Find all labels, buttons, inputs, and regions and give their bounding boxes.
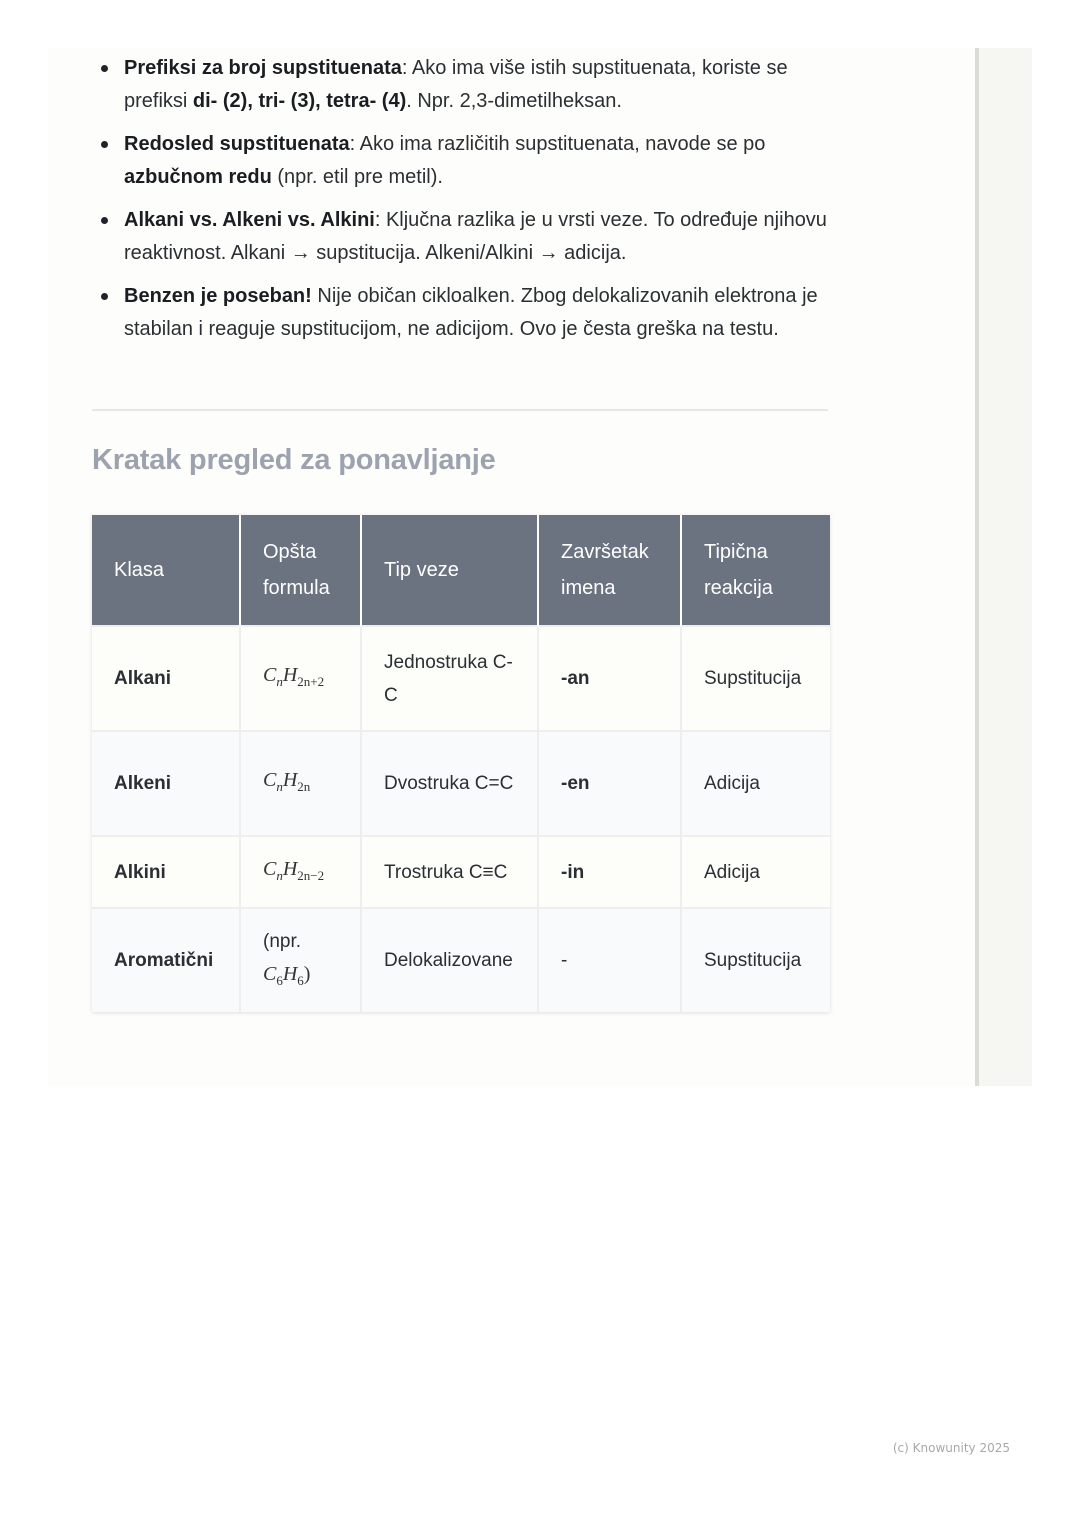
cell-zavrsetak: - <box>538 908 681 1012</box>
cell-tip-veze: Trostruka C≡C <box>361 836 538 908</box>
header-klasa: Klasa <box>92 515 240 626</box>
table-row <box>92 836 830 908</box>
cell-klasa: Alkini <box>92 836 240 908</box>
cell-formula: $C_nH_{2n}$ <box>240 731 361 836</box>
section-title: Kratak pregled za ponavljanje <box>92 444 496 476</box>
cell-zavrsetak: -an <box>538 626 681 731</box>
list-item: Alkani vs. Alkeni vs. Alkini: Ključna razlika je u vrsti veze. To određuje njihovu reaktivnost. Alkani → supstitucija. Alkeni/Alkini → adicija. <box>92 204 832 269</box>
sidebar-strip <box>975 48 1032 1086</box>
list-item: Redosled supstituenata: Ako ima različitih supstituenata, navode se po azbučnom redu (npr. etil pre metil). <box>92 128 832 193</box>
summary-table <box>92 515 830 1012</box>
table-row <box>92 731 830 836</box>
cell-klasa: Alkani <box>92 626 240 731</box>
table-header-row <box>92 515 830 626</box>
table-row <box>92 626 830 731</box>
cell-klasa: Alkeni <box>92 731 240 836</box>
cell-formula: (npr. $C_6H_6$) <box>240 908 361 1012</box>
header-tip-veze: Tip veze <box>361 515 538 626</box>
header-formula: Opšta formula <box>240 515 361 626</box>
cell-tip-veze: Jednostruka C-C <box>361 626 538 731</box>
section-divider <box>92 409 828 411</box>
cell-reakcija: Adicija <box>681 731 830 836</box>
header-reakcija: Tipična reakcija <box>681 515 830 626</box>
cell-tip-veze: Delokalizovane <box>361 908 538 1012</box>
header-zavrsetak: Završetak imena <box>538 515 681 626</box>
tips-list <box>92 52 832 356</box>
cell-reakcija: Supstitucija <box>681 908 830 1012</box>
cell-tip-veze: Dvostruka C=C <box>361 731 538 836</box>
cell-reakcija: Supstitucija <box>681 626 830 731</box>
list-item: Benzen je poseban! Nije običan cikloalken. Zbog delokalizovanih elektrona je stabilan i reaguje supstitucijom, ne adicijom. Ovo je česta greška na testu. <box>92 280 832 345</box>
cell-formula: $C_nH_{2n-2}$ <box>240 836 361 908</box>
cell-zavrsetak: -in <box>538 836 681 908</box>
cell-zavrsetak: -en <box>538 731 681 836</box>
cell-klasa: Aromatični <box>92 908 240 1012</box>
cell-reakcija: Adicija <box>681 836 830 908</box>
list-item: Prefiksi za broj supstituenata: Ako ima više istih supstituenata, koriste se prefiksi di- (2), tri- (3), tetra- (4). Npr. 2,3-dimetilheksan. <box>92 52 832 117</box>
cell-formula: $C_nH_{2n+2}$ <box>240 626 361 731</box>
table-row <box>92 908 830 1012</box>
copyright-footer: (c) Knowunity 2025 <box>892 1441 1010 1455</box>
